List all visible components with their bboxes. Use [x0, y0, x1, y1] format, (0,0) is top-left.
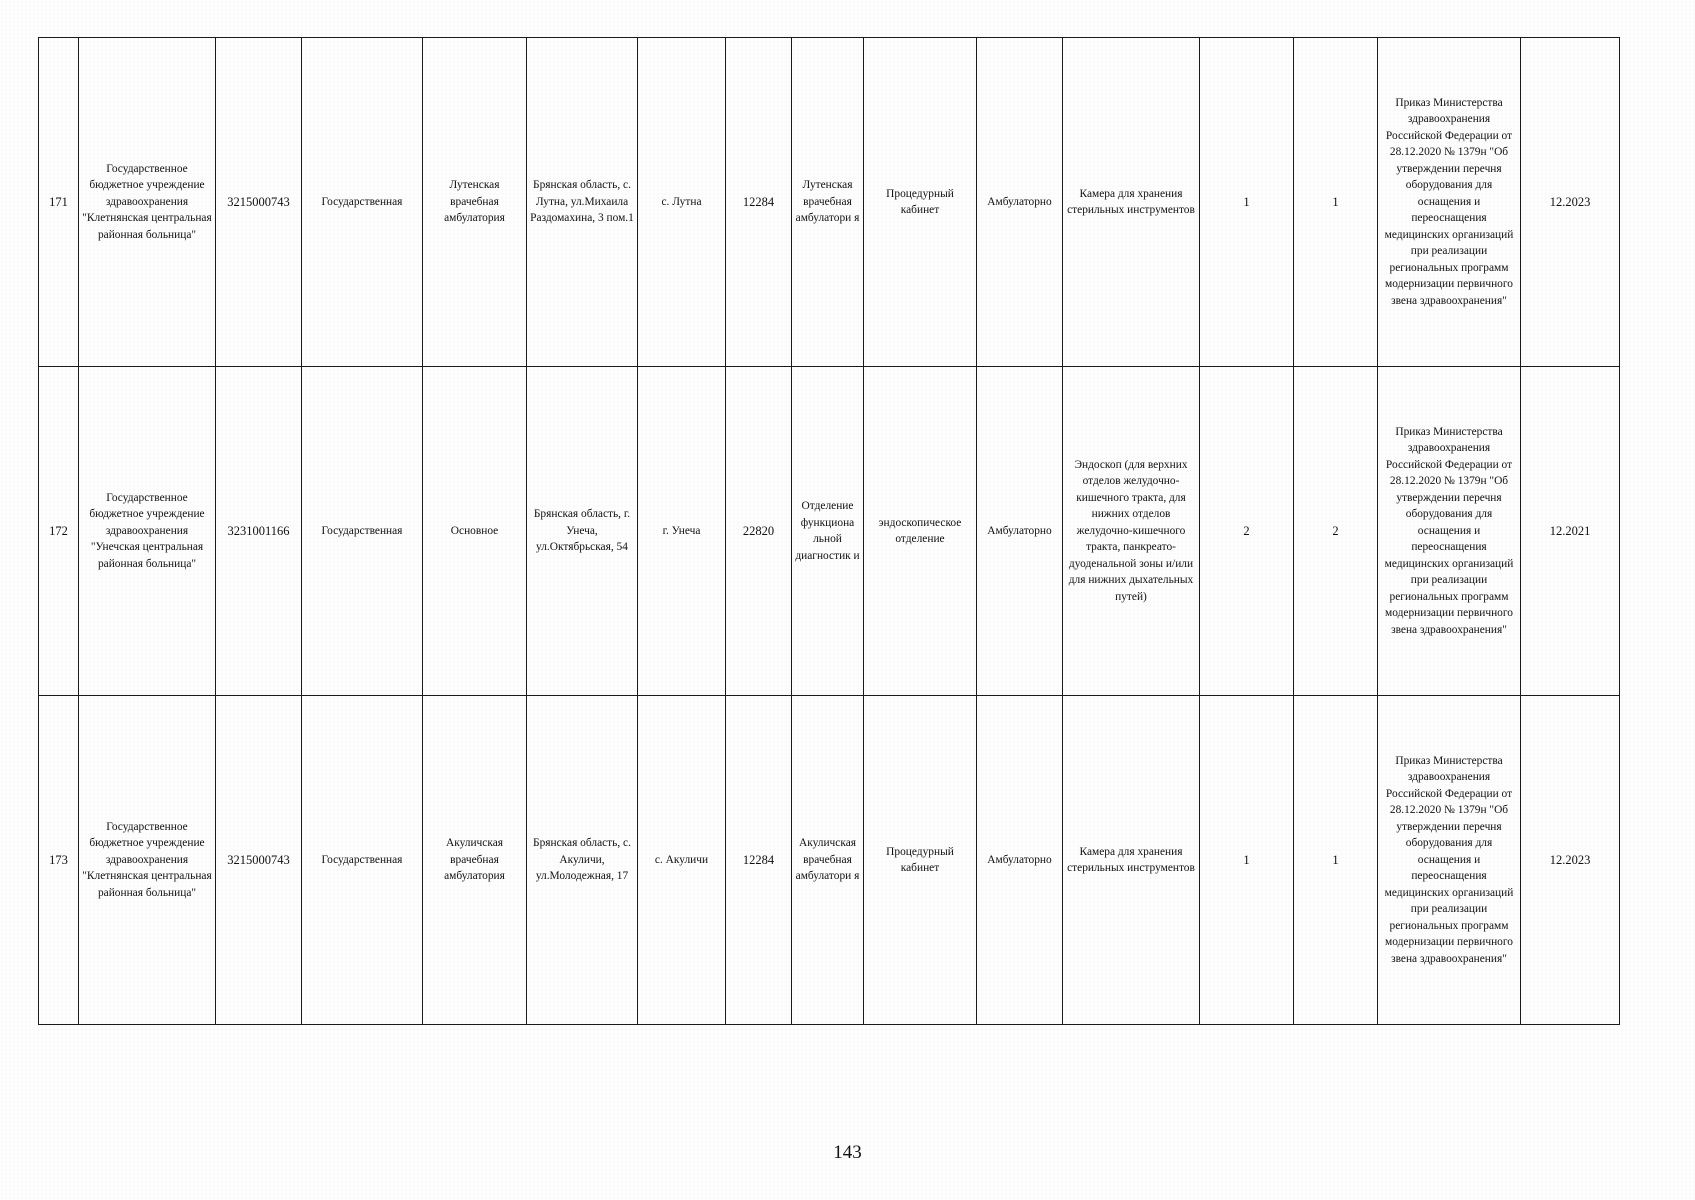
cell-institution: Государственное бюджетное учреждение здравоохранения "Клетнянская центральная районная больница": [79, 38, 216, 367]
cell-settlement: с. Акуличи: [638, 696, 726, 1025]
cell-legal-basis: Приказ Министерства здравоохранения Российской Федерации от 28.12.2020 № 1379н "Об утверждении перечня оборудования для оснащения и переоснащения медицинских организаций при реализации региональных программ модернизации первичного звена здравоохранения": [1378, 696, 1521, 1025]
cell-quantity-1: 1: [1200, 38, 1294, 367]
cell-row-number: 171: [39, 38, 79, 367]
cell-ownership: Государственная: [302, 696, 423, 1025]
cell-room: эндоскопическое отделение: [864, 367, 977, 696]
cell-care-form: Амбулаторно: [977, 367, 1063, 696]
cell-quantity-1: 2: [1200, 367, 1294, 696]
cell-institution: Государственное бюджетное учреждение здравоохранения "Унечская центральная районная больница": [79, 367, 216, 696]
cell-row-number: 173: [39, 696, 79, 1025]
cell-address: Брянская область, с. Лутна, ул.Михаила Раздомахина, 3 пом.1: [527, 38, 638, 367]
cell-department: Лутенская врачебная амбулатори я: [792, 38, 864, 367]
cell-code: 12284: [726, 696, 792, 1025]
cell-institution: Государственное бюджетное учреждение здравоохранения "Клетнянская центральная районная больница": [79, 696, 216, 1025]
cell-department: Акуличская врачебная амбулатори я: [792, 696, 864, 1025]
cell-legal-basis: Приказ Министерства здравоохранения Российской Федерации от 28.12.2020 № 1379н "Об утверждении перечня оборудования для оснащения и переоснащения медицинских организаций при реализации региональных программ модернизации первичного звена здравоохранения": [1378, 38, 1521, 367]
cell-date: 12.2023: [1521, 696, 1620, 1025]
cell-inn: 3215000743: [216, 38, 302, 367]
cell-room: Процедурный кабинет: [864, 38, 977, 367]
cell-equipment: Эндоскоп (для верхних отделов желудочно-кишечного тракта, для нижних отделов желудочно-кишечного тракта, панкреато-дуоденальной зоны и/или для нижних дыхательных путей): [1063, 367, 1200, 696]
cell-inn: 3231001166: [216, 367, 302, 696]
equipment-register-table: [38, 37, 1620, 1025]
cell-subdivision: Основное: [423, 367, 527, 696]
cell-ownership: Государственная: [302, 38, 423, 367]
cell-subdivision: Лутенская врачебная амбулатория: [423, 38, 527, 367]
cell-row-number: 172: [39, 367, 79, 696]
cell-settlement: с. Лутна: [638, 38, 726, 367]
cell-care-form: Амбулаторно: [977, 696, 1063, 1025]
cell-subdivision: Акуличская врачебная амбулатория: [423, 696, 527, 1025]
cell-quantity-2: 1: [1294, 696, 1378, 1025]
cell-quantity-1: 1: [1200, 696, 1294, 1025]
cell-code: 22820: [726, 367, 792, 696]
cell-room: Процедурный кабинет: [864, 696, 977, 1025]
table-row: [39, 38, 1620, 367]
cell-quantity-2: 2: [1294, 367, 1378, 696]
cell-address: Брянская область, г. Унеча, ул.Октябрьская, 54: [527, 367, 638, 696]
table-row: [39, 696, 1620, 1025]
cell-department: Отделение функциона льной диагностик и: [792, 367, 864, 696]
cell-quantity-2: 1: [1294, 38, 1378, 367]
page-number: 143: [833, 1142, 862, 1163]
cell-settlement: г. Унеча: [638, 367, 726, 696]
cell-equipment: Камера для хранения стерильных инструментов: [1063, 38, 1200, 367]
cell-ownership: Государственная: [302, 367, 423, 696]
cell-code: 12284: [726, 38, 792, 367]
cell-equipment: Камера для хранения стерильных инструментов: [1063, 696, 1200, 1025]
cell-legal-basis: Приказ Министерства здравоохранения Российской Федерации от 28.12.2020 № 1379н "Об утверждении перечня оборудования для оснащения и переоснащения медицинских организаций при реализации региональных программ модернизации первичного звена здравоохранения": [1378, 367, 1521, 696]
cell-care-form: Амбулаторно: [977, 38, 1063, 367]
cell-inn: 3215000743: [216, 696, 302, 1025]
cell-address: Брянская область, с. Акуличи, ул.Молодежная, 17: [527, 696, 638, 1025]
cell-date: 12.2023: [1521, 38, 1620, 367]
cell-date: 12.2021: [1521, 367, 1620, 696]
table-row: [39, 367, 1620, 696]
